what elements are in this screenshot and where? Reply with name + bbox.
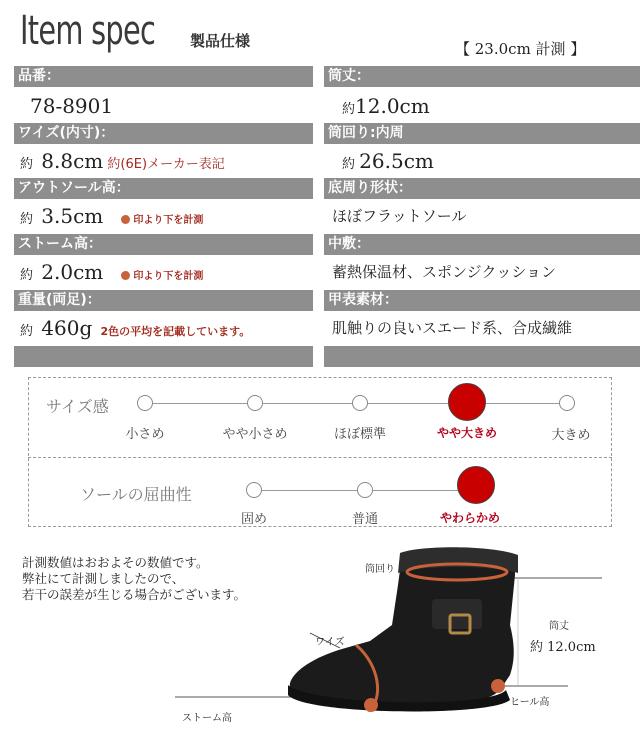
sole-option-2-marker-selected bbox=[457, 466, 495, 504]
spec-value-weight: 約 460g 2色の平均を記載しています。 bbox=[20, 316, 251, 340]
label-shaft-circumference: 筒回り bbox=[365, 564, 395, 575]
scale-divider bbox=[28, 457, 612, 458]
label-shaft-height: 筒丈 bbox=[549, 621, 569, 632]
spec-label-sole-shape: 底周り形状： bbox=[324, 178, 640, 199]
spec-label-item-number: 品番： bbox=[14, 66, 313, 87]
spec-value-upper-material: 肌触りの良いスエード系、合成繊維 bbox=[332, 319, 573, 337]
spec-label-insole: 中敷： bbox=[324, 234, 640, 255]
marker-dot-icon bbox=[121, 271, 130, 280]
spec-value-wise: 約 8.8cm 約(6E)メーカー表記 bbox=[20, 149, 225, 173]
spec-value-sole-shape: ほぼフラットソール bbox=[332, 207, 467, 225]
spec-value-shaft-height: 約12.0cm bbox=[342, 94, 430, 118]
sole-scale-label: ソールの屈曲性 bbox=[80, 485, 192, 504]
label-storm-height: ストーム高 bbox=[182, 713, 232, 724]
spec-label-wise: ワイズ(内寸)： bbox=[14, 123, 313, 144]
label-heel-height: ヒール高 bbox=[510, 697, 550, 708]
size-option-4-marker bbox=[559, 395, 575, 411]
marker-dot-icon bbox=[121, 215, 130, 224]
size-scale-label: サイズ感 bbox=[46, 397, 109, 416]
spec-label-outsole-height: アウトソール高： bbox=[14, 178, 313, 199]
spec-footer-bar bbox=[14, 346, 313, 367]
sole-option-0-marker bbox=[246, 482, 262, 498]
size-option-0-label: 小さめ bbox=[125, 427, 165, 442]
boot-image bbox=[288, 547, 518, 711]
spec-label-upper-material: 甲表素材： bbox=[324, 290, 640, 311]
spec-label-shaft-height: 筒丈： bbox=[324, 66, 640, 87]
spec-label-shaft-circumference: 筒回り:内周 bbox=[324, 123, 640, 144]
size-option-2-marker bbox=[352, 395, 368, 411]
size-option-4-label: 大きめ bbox=[551, 428, 591, 443]
label-wise: ワイズ bbox=[315, 637, 345, 648]
spec-label-storm-height: ストーム高： bbox=[14, 234, 313, 255]
page-subtitle: 製品仕様 bbox=[190, 32, 251, 50]
sole-option-1-marker bbox=[357, 482, 373, 498]
size-option-2-label: ほぼ標準 bbox=[333, 427, 386, 442]
size-option-1-marker bbox=[247, 395, 263, 411]
size-option-1-label: やや小さめ bbox=[222, 427, 288, 442]
size-option-3-label: やや大きめ bbox=[436, 426, 497, 440]
spec-value-storm-height: 約 2.0cm 印より下を計測 bbox=[20, 260, 204, 284]
spec-label-weight: 重量(両足)： bbox=[14, 290, 313, 311]
sole-option-2-label: やわらかめ bbox=[439, 511, 500, 525]
label-shaft-height-value: 約 12.0cm bbox=[530, 640, 596, 655]
measurement-footnote: 計測数値はおおよその数値です。 弊社にて計測しましたので、 若干の誤差が生じる場合がございます。 bbox=[22, 555, 247, 602]
measure-size-note: 【 23.0cm 計測 】 bbox=[455, 40, 586, 58]
sole-option-1-label: 普通 bbox=[351, 512, 378, 527]
size-option-3-marker-selected bbox=[448, 383, 486, 421]
spec-value-shaft-circumference: 約 26.5cm bbox=[342, 149, 434, 173]
spec-footer-bar bbox=[324, 346, 640, 367]
page-title: Item spec bbox=[20, 8, 156, 54]
sole-option-0-label: 固め bbox=[240, 512, 267, 527]
size-option-0-marker bbox=[137, 395, 153, 411]
spec-value-item-number: 78-8901 bbox=[30, 94, 114, 118]
spec-value-outsole-height: 約 3.5cm 印より下を計測 bbox=[20, 204, 204, 228]
spec-value-insole: 蓄熱保温材、スポンジクッション bbox=[332, 263, 557, 281]
